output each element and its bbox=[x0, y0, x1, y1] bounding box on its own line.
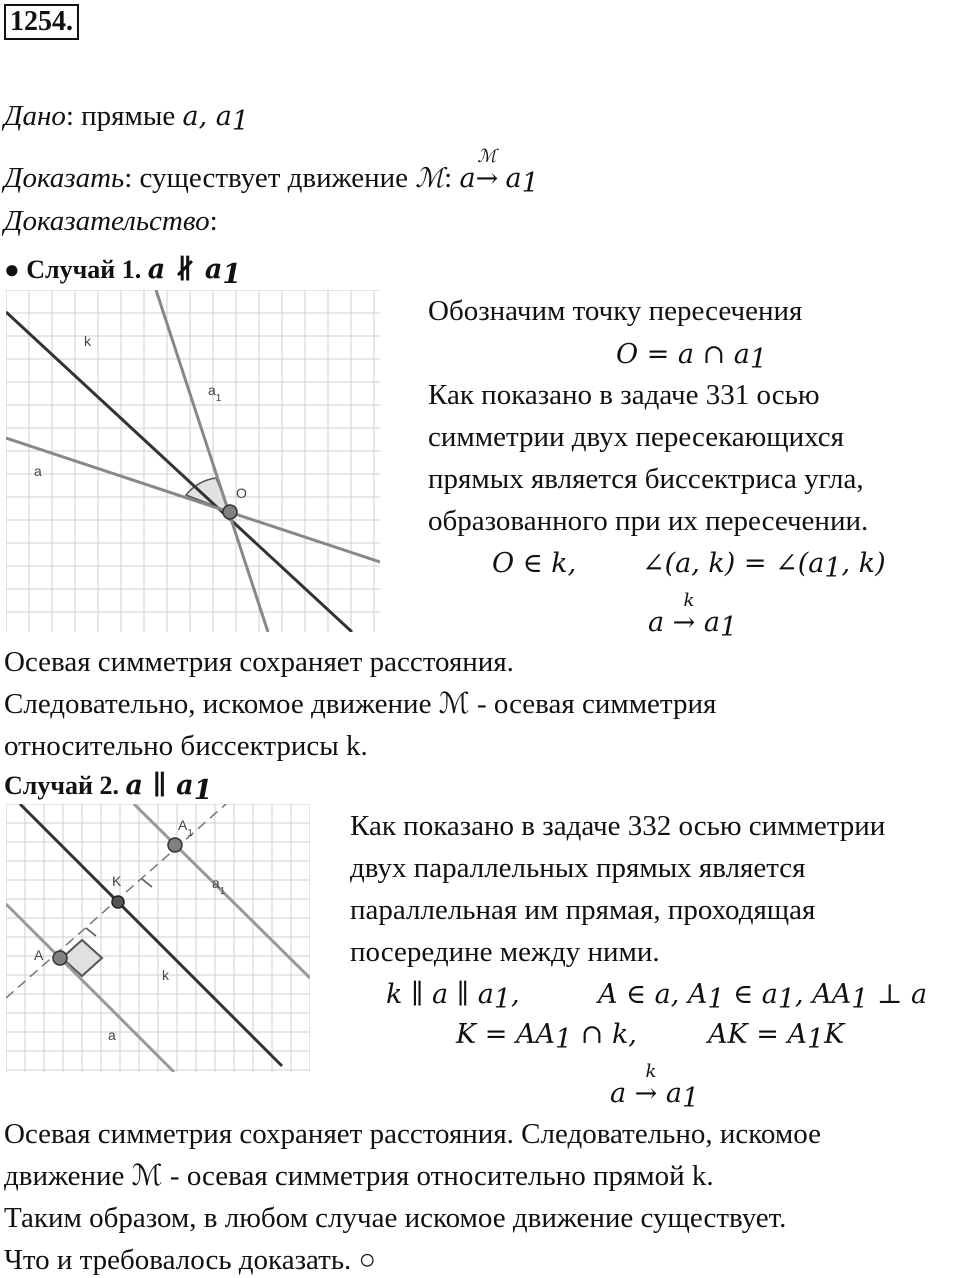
line-a1 bbox=[156, 290, 268, 632]
prove-line: Доказать: существует движение ℳ: a ℳ → $a_1$ bbox=[4, 146, 539, 199]
conclusion-2: Таким образом, в любом случае искомое движение существует. bbox=[4, 1202, 787, 1234]
case2-para-3: посередине между ними. bbox=[350, 936, 660, 968]
case1-after-2: относительно биссектрисы k. bbox=[4, 730, 368, 762]
case2-eq2b: AK = $A_1K$ bbox=[708, 1019, 845, 1055]
right-angle-mark bbox=[62, 940, 102, 976]
case1-para-3: прямых является биссектриса угла, bbox=[428, 463, 864, 495]
label-k: k bbox=[84, 333, 91, 349]
mapping-arrow: ℳ → bbox=[475, 146, 499, 194]
case1-figure bbox=[6, 290, 380, 632]
label-a1-point: $A_1$ bbox=[178, 817, 193, 839]
case2-eq2a: $K = AA_1$ ∩ k, bbox=[456, 1019, 637, 1055]
case2-eq1b: A ∈ a, $A_1$ ∈ $a_1$, $AA_1$ ⊥ a bbox=[598, 979, 928, 1015]
label-k-point: K bbox=[112, 873, 122, 889]
label-k-line: k bbox=[162, 967, 169, 983]
case2-para-2: параллельная им прямая, проходящая bbox=[350, 894, 816, 926]
case1-para-0: Обозначим точку пересечения bbox=[428, 295, 803, 327]
given-label: Дано bbox=[4, 100, 66, 132]
case1-after-0: Осевая симметрия сохраняет расстояния. bbox=[4, 646, 514, 678]
case1-eq2-right: ∠(a, $k) = \angle(a_1$, k) bbox=[642, 548, 886, 584]
label-a: a bbox=[34, 463, 42, 479]
point-a bbox=[53, 951, 67, 965]
case2-title: Случай 2. a ∥ $a_1$ bbox=[4, 770, 213, 806]
case2-eq1a: k ∥ a ∥ $a_1$, bbox=[386, 979, 520, 1015]
case2-para-0: Как показано в задаче 332 осью симметрии bbox=[350, 810, 886, 842]
label-a-line: a bbox=[108, 1027, 116, 1043]
case1-para-4: образованного при их пересечении. bbox=[428, 505, 869, 537]
case2-figure bbox=[6, 804, 310, 1072]
label-a1: $a_1$ bbox=[208, 382, 222, 404]
label-o: O bbox=[236, 485, 247, 501]
grid bbox=[6, 290, 380, 632]
case1-para-1: Как показано в задаче 331 осью bbox=[428, 379, 820, 411]
proof-label: Доказательство: bbox=[4, 205, 218, 237]
point-k bbox=[112, 896, 124, 908]
case1-eq2-left: O ∈ k, bbox=[492, 548, 577, 579]
line-a-par bbox=[6, 904, 174, 1072]
label-a1-line: $a_1$ bbox=[212, 875, 226, 897]
given-line: Дано: прямые a, $a_1$ bbox=[4, 100, 250, 137]
case1-eq1: O = a ∩ $a_1$ bbox=[616, 339, 768, 375]
point-a1 bbox=[168, 838, 182, 852]
case2-para-1: двух параллельных прямых является bbox=[350, 852, 806, 884]
case2-map: k $a \to a_1$ bbox=[610, 1061, 700, 1114]
label-a-point: A bbox=[34, 947, 44, 963]
problem-number: 1254. bbox=[4, 4, 79, 40]
line-k-par bbox=[20, 804, 282, 1066]
point-o bbox=[223, 505, 237, 519]
case1-para-2: симметрии двух пересекающихся bbox=[428, 421, 844, 453]
case1-map: k $a \to a_1$ bbox=[648, 590, 738, 643]
case1-title: ● Случай 1. a ∦ $a_1$ bbox=[4, 254, 242, 290]
case1-after-1: Следовательно, искомое движение ℳ - осевая симметрия bbox=[4, 688, 717, 720]
conclusion-3: Что и требовалось доказать. ○ bbox=[4, 1244, 377, 1276]
conclusion-1: движение ℳ - осевая симметрия относительно прямой k. bbox=[4, 1160, 714, 1192]
conclusion-0: Осевая симметрия сохраняет расстояния. Следовательно, искомое bbox=[4, 1118, 821, 1150]
prove-label: Доказать bbox=[4, 162, 125, 194]
